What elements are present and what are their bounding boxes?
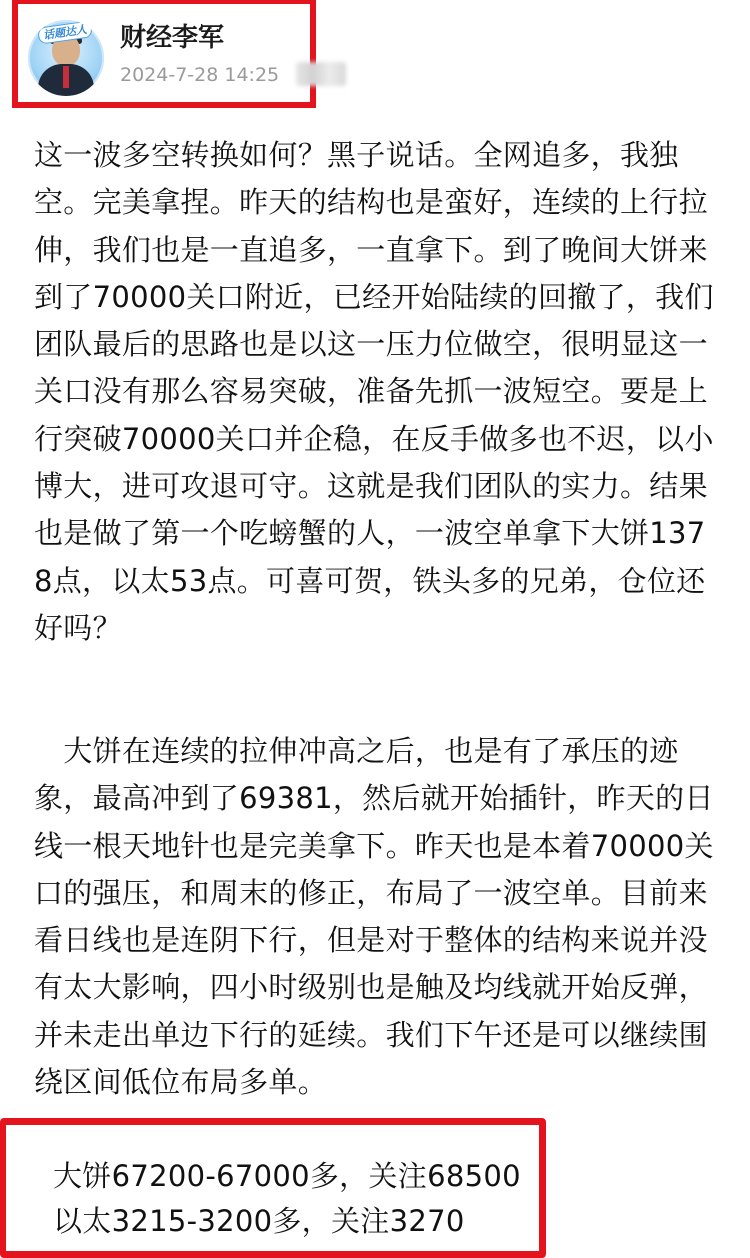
post-paragraph-1: 这一波多空转换如何？黑子说话。全网追多，我独空。完美拿捏。昨天的结构也是蛮好，连续的上行拉伸，我们也是一直追多，一直拿下。到了晚间大饼来到了70000关口附近，已经开始陆续的回撤了，我们团队最后的思路也是以这一压力位做空，很明显这一关口没有那么容易突破，准备先抓一波短空。要是上行突破70000关口并企稳，在反手做多也不迟，以小博大，进可攻退可守。这就是我们团队的实力。结果也是做了第一个吃螃蟹的人，一波空单拿下大饼1378点，以太53点。可喜可贺，铁头多的兄弟，仓位还好吗？ — [34, 138, 714, 645]
post-paragraph-2: 大饼在连续的拉伸冲高之后，也是有了承压的迹象，最高冲到了69381，然后就开始插针，昨天的日线一根天地针也是完美拿下。昨天也是本着70000关口的强压，和周末的修正，布局了一波空单。目前来看日线也是连阴下行，但是对于整体的结构来说并没有太大影响，四小时级别也是触及均线就开始反弹，并未走出单边下行的延续。我们下午还是可以继续围绕区间低位布局多单。 — [34, 734, 714, 1100]
topic-expert-badge: 话题达人 — [37, 20, 93, 44]
author-name[interactable]: 财经李军 — [120, 23, 225, 53]
avatar-tie — [63, 66, 69, 88]
redacted-blur — [296, 62, 346, 86]
post-timestamp: 2024-7-28 14:25 — [120, 64, 280, 86]
avatar[interactable] — [28, 20, 104, 96]
strategy-line-eth: 以太3215-3200多，关注3270 — [53, 1204, 465, 1238]
strategy-line-btc: 大饼67200-67000多，关注68500 — [53, 1159, 521, 1193]
